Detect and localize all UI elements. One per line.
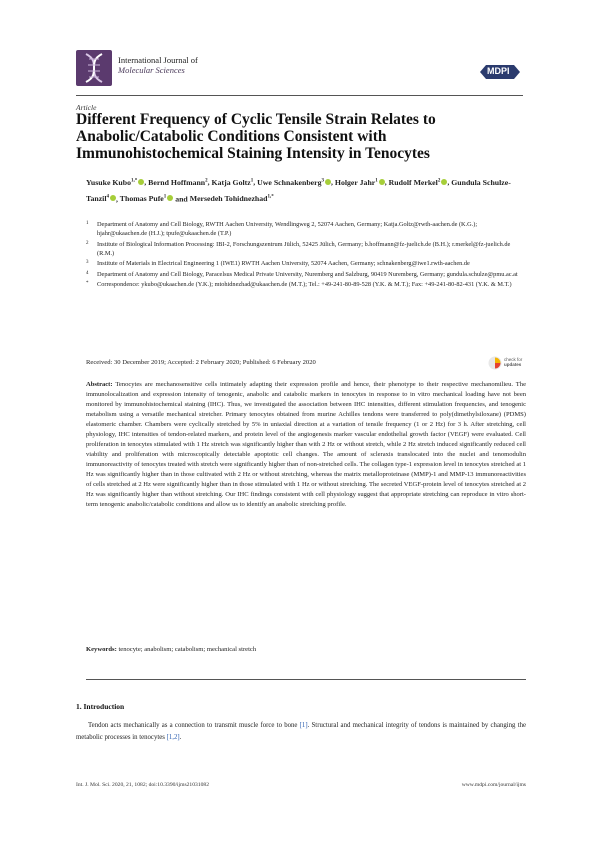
author-name: Thomas Pufe [119,194,164,204]
journal-logo [76,50,112,86]
header-rule [76,95,523,96]
author-affiliation-marker: 1,* [267,194,274,200]
affiliation-item [86,270,526,279]
keywords [86,646,526,653]
article-type: Article [76,103,97,112]
article-title: Different Frequency of Cyclic Tensile Strain Relates to Anabolic/Catabolic Conditions Consistent with Immunohistochemical Staining Intensity in Tenocytes [76,111,436,162]
dna-helix-icon [76,50,112,86]
keywords-label: Keywords: [86,646,117,653]
author-name: Katja Goltz [211,177,251,187]
citation-link[interactable]: [1,2] [166,734,180,741]
affiliation-text: Correspondence: ykubo@ukaachen.de (Y.K.); mtohidnezhad@ukaachen.de (M.T.); Tel.: +49-241-80-89-528 (Y.K. & M.T.); Fax: +49-241-80-82-431 (Y.K. & M.T.) [97,281,512,288]
author-affiliation-marker: 1 [250,178,254,183]
author-affiliation-marker: 3 [321,178,324,183]
check-updates-icon [488,356,502,370]
author-name: Rudolf Merkel [388,177,438,187]
section-heading-introduction: 1. Introduction [76,702,125,711]
introduction-paragraph [76,720,526,744]
affiliation-number: 1 [86,221,89,226]
mdpi-logo [478,62,522,82]
abstract [86,380,526,510]
journal-name [118,55,198,75]
affiliation-number: 2 [86,240,89,246]
affiliation-item [86,240,526,258]
author-name: Mersedeh Tohidnezhad [189,194,268,204]
citation-link[interactable]: [1] [299,722,308,729]
author-list [86,173,526,206]
check-updates-line2: updates [504,362,522,367]
journal-name-line1: International Journal of [118,55,198,65]
affiliation-text: Department of Anatomy and Cell Biology, RWTH Aachen University, Wendlingweg 2, 52074 Aachen, Germany; Katja.Goltz@rwth-aachen.de (K.G.); hjahr@ukaachen.de (H.J.); tpufe@ukaachen.de (T.P.) [97,221,478,237]
affiliation-text: Institute of Biological Information Processing: IBI-2, Forschungszentrum Jülich, 52425 Jülich, Germany; b.hoffmann@fz-juelich.de (B.H.); r.merkel@fz-juelich.de (R.M.) [97,240,511,257]
affiliation-number: 3 [86,260,89,265]
author-affiliation-marker: 2 [205,178,208,183]
author-name: Yusuke Kubo [86,177,132,187]
author [335,178,385,187]
author [86,178,144,187]
publication-dates: Received: 30 December 2019; Accepted: 2 February 2020; Published: 6 February 2020 [86,359,316,366]
affiliation-item [86,259,526,268]
affiliation-number: * [86,281,89,286]
affiliation-item [86,280,526,289]
author [190,194,274,203]
author-separator: and [173,194,190,204]
abstract-label: Abstract: [86,381,113,388]
abstract-text: Tenocytes are mechanosensitive cells intimately adapting their expression profile and hence, their phenotype to their respective mechanomilieu. The immunolocalization and expression intensity of tenogenic, anabolic and catabolic markers in tenocytes in response to in vitro mechanical loading have not been monitored by immunohistochemical staining (IHC). Thus, we investigated the association between IHC intensities, different stimulation frequencies, and tenogenic metabolism using a versatile mechanical stretcher. Primary tenocytes obtained from murine Achilles tendons were transferred to poly(dimethylsiloxane) (PDMS) elastomeric chamber. Chambers were cyclically stretched by 5% in uniaxial direction at a variation of tensile frequency (1 or 2 Hz) for 3 h. After stretching, cell physiology, IHC intensities of tendon-related markers, and protein level of the angiogenesis marker vascular endothelial growth factor (VEGF) were evaluated. Cell proliferation in tenocytes stimulated with 1 Hz stretch was significantly higher than with 2 Hz or without stretch, while 2 Hz stretch induced significantly reduced cell viability and proliferation with microscopically detectable apoptotic cell changes. The amount of scleraxis translocated into the nuclei and tenomodulin immunoreactivity of tenocytes treated with stretch were significantly higher than of non-stretched cells. The collagen type-1 expression level in tenocytes stretched at 1 Hz was significantly higher than in those cultivated with 2 Hz or without stretching, whereas the matrix metalloproteinase (MMP)-1 and MMP-13 immunoreactivities of cells stretched at 2 Hz were significantly higher than in those stimulated with 1 Hz or without stretching. The secreted VEGF-protein level of tenocytes stretched at 2 Hz was significantly higher than without stretching. Our IHC findings consistent with cell physiology suggest that appropriate stretching can reproduce in vitro short-term tenogenic anabolic/catabolic conditions and allow us to identify an anabolic stretching profile. [86,381,526,508]
section-rule [86,679,526,680]
affiliation-text: Department of Anatomy and Cell Biology, Paracelsus Medical Private University, Nuremberg and Salzburg, 90419 Nuremberg, Germany; gundula.schulze@pmu.ac.at [97,270,518,278]
author [389,178,448,187]
author-name: Bernd Hoffmann [148,177,206,187]
author-name: Uwe Schnakenberg [257,177,322,187]
intro-text-part1: Tendon acts mechanically as a connection to transmit muscle force to bone [88,722,300,729]
author-affiliation-marker: 1 [375,178,378,183]
affiliation-item [86,220,526,238]
keywords-text: tenocyte; anabolism; catabolism; mechanical stretch [118,646,257,653]
author-separator: , [116,194,120,204]
footer-citation: Int. J. Mol. Sci. 2020, 21, 1082; doi:10.3390/ijms21031082 [76,782,210,788]
author-separator: , [207,177,212,187]
author [212,178,254,187]
author-affiliation-marker: 1,* [131,178,138,183]
author-affiliation-marker: 4 [106,194,110,200]
author [148,178,207,187]
author [120,194,173,203]
check-updates-line1: check for [504,357,523,362]
author-separator: , [330,177,335,187]
author-affiliation-marker: 2 [437,178,441,183]
author-name: Holger Jahr [334,177,376,187]
intro-text-part2: . Structural and mechanical integrity of tendons is maintained by changing the metabolic processes in tenocytes [76,722,526,741]
publisher-name: MDPI [487,66,510,76]
author-separator: , [384,177,389,187]
affiliation-list [86,220,526,291]
author-separator: , [253,177,258,187]
author-separator: , [447,177,452,187]
check-for-updates-badge[interactable] [488,352,524,376]
footer-journal-url[interactable]: www.mdpi.com/journal/ijms [461,782,526,788]
author-affiliation-marker: 1 [163,194,167,200]
affiliation-text: Institute of Materials in Electrical Engineering 1 (IWE1) RWTH Aachen University, 52074 Aachen, Germany; schnakenberg@iwe1.rwth-aachen.de [97,260,470,267]
journal-name-line2: Molecular Sciences [118,65,185,75]
intro-text-part3: . [179,734,182,741]
author-name: Gundula Schulze-Tanzil [86,177,511,204]
author [257,178,331,187]
author-separator: , [144,177,149,187]
affiliation-number: 4 [86,270,89,276]
